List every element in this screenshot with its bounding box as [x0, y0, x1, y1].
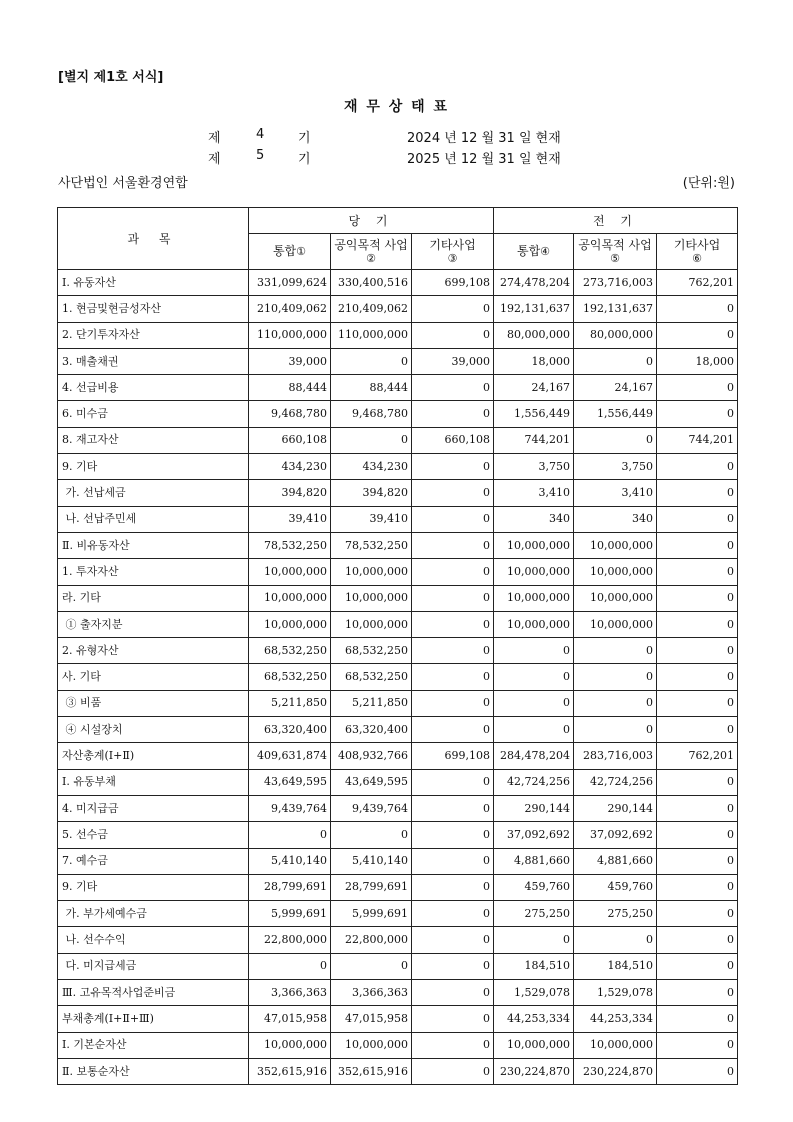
amount-cell: 0	[657, 296, 738, 322]
column-header	[657, 234, 738, 270]
amount-cell: 273,716,003	[574, 270, 657, 296]
account-label: 부채총계(Ⅰ+Ⅱ+Ⅲ)	[58, 1006, 249, 1032]
amount-cell: 699,108	[412, 270, 494, 296]
amount-cell: 1,529,078	[574, 980, 657, 1006]
table-row	[58, 927, 738, 953]
amount-cell: 0	[657, 506, 738, 532]
account-label: 4. 미지급금	[58, 795, 249, 821]
amount-cell: 0	[657, 690, 738, 716]
amount-cell: 10,000,000	[494, 611, 574, 637]
amount-cell: 0	[657, 901, 738, 927]
table-row	[58, 454, 738, 480]
amount-cell: 0	[412, 1032, 494, 1058]
amount-cell: 80,000,000	[494, 322, 574, 348]
amount-cell: 10,000,000	[574, 585, 657, 611]
amount-cell: 43,649,595	[249, 769, 331, 795]
amount-cell: 762,201	[657, 743, 738, 769]
amount-cell: 0	[412, 638, 494, 664]
amount-cell: 28,799,691	[249, 874, 331, 900]
amount-cell: 18,000	[494, 348, 574, 374]
amount-cell: 0	[412, 769, 494, 795]
amount-cell: 340	[494, 506, 574, 532]
amount-cell: 37,092,692	[494, 822, 574, 848]
amount-cell: 10,000,000	[331, 1032, 412, 1058]
amount-cell: 0	[657, 1006, 738, 1032]
table-row	[58, 1006, 738, 1032]
amount-cell: 0	[412, 953, 494, 979]
column-header-label: 통합	[516, 244, 541, 258]
amount-cell: 10,000,000	[574, 1032, 657, 1058]
column-number-badge: ②	[366, 251, 376, 265]
amount-cell: 0	[657, 874, 738, 900]
table-row	[58, 795, 738, 821]
table-header-row	[58, 208, 738, 234]
amount-cell: 0	[412, 611, 494, 637]
column-number-badge: ⑤	[610, 251, 620, 265]
amount-cell: 10,000,000	[494, 585, 574, 611]
amount-cell: 409,631,874	[249, 743, 331, 769]
amount-cell: 0	[331, 348, 412, 374]
column-header	[249, 234, 331, 270]
table-row	[58, 743, 738, 769]
amount-cell: 78,532,250	[331, 532, 412, 558]
table-row	[58, 270, 738, 296]
table-row	[58, 611, 738, 637]
amount-cell: 0	[657, 848, 738, 874]
amount-cell: 10,000,000	[249, 1032, 331, 1058]
amount-cell: 10,000,000	[249, 611, 331, 637]
amount-cell: 0	[657, 717, 738, 743]
account-label: Ⅰ. 유동부채	[58, 769, 249, 795]
amount-cell: 275,250	[574, 901, 657, 927]
column-number-badge: ④	[540, 245, 551, 258]
table-row	[58, 322, 738, 348]
amount-cell: 0	[657, 480, 738, 506]
amount-cell: 275,250	[494, 901, 574, 927]
amount-cell: 68,532,250	[249, 664, 331, 690]
account-label: 라. 기타	[58, 585, 249, 611]
account-label: Ⅱ. 비유동자산	[58, 532, 249, 558]
table-row	[58, 717, 738, 743]
table-row	[58, 690, 738, 716]
amount-cell: 331,099,624	[249, 270, 331, 296]
amount-cell: 37,092,692	[574, 822, 657, 848]
amount-cell: 0	[657, 585, 738, 611]
amount-cell: 110,000,000	[249, 322, 331, 348]
amount-cell: 10,000,000	[331, 611, 412, 637]
amount-cell: 434,230	[331, 454, 412, 480]
amount-cell: 0	[657, 1032, 738, 1058]
amount-cell: 5,211,850	[249, 690, 331, 716]
amount-cell: 0	[657, 927, 738, 953]
account-label: 가. 선납세금	[58, 480, 249, 506]
amount-cell: 63,320,400	[249, 717, 331, 743]
period-prefix: 제	[208, 152, 221, 167]
amount-cell: 660,108	[249, 427, 331, 453]
unit-label: (단위:원)	[682, 176, 735, 191]
amount-cell: 39,000	[412, 348, 494, 374]
amount-cell: 0	[657, 559, 738, 585]
account-label: 나. 선납주민세	[58, 506, 249, 532]
table-row	[58, 822, 738, 848]
amount-cell: 5,410,140	[249, 848, 331, 874]
table-row	[58, 348, 738, 374]
amount-cell: 5,211,850	[331, 690, 412, 716]
amount-cell: 408,932,766	[331, 743, 412, 769]
account-label: 4. 선급비용	[58, 375, 249, 401]
table-row	[58, 401, 738, 427]
amount-cell: 434,230	[249, 454, 331, 480]
amount-cell: 0	[657, 953, 738, 979]
amount-cell: 0	[657, 664, 738, 690]
amount-cell: 0	[657, 795, 738, 821]
amount-cell: 3,410	[574, 480, 657, 506]
amount-cell: 47,015,958	[331, 1006, 412, 1032]
amount-cell: 0	[657, 769, 738, 795]
period-prefix: 제	[208, 131, 221, 146]
amount-cell: 660,108	[412, 427, 494, 453]
amount-cell: 39,410	[331, 506, 412, 532]
amount-cell: 24,167	[574, 375, 657, 401]
subject-header: 과 목	[58, 208, 249, 270]
financial-statement-table	[57, 207, 738, 1085]
amount-cell: 340	[574, 506, 657, 532]
amount-cell: 10,000,000	[249, 585, 331, 611]
amount-cell: 459,760	[494, 874, 574, 900]
current-period-header: 당 기	[249, 208, 494, 234]
account-label: 1. 투자자산	[58, 559, 249, 585]
amount-cell: 0	[412, 375, 494, 401]
account-label: Ⅱ. 보통순자산	[58, 1058, 249, 1084]
account-label: 다. 미지급세금	[58, 953, 249, 979]
amount-cell: 0	[657, 611, 738, 637]
table-row	[58, 638, 738, 664]
table-row	[58, 664, 738, 690]
amount-cell: 744,201	[657, 427, 738, 453]
amount-cell: 68,532,250	[331, 638, 412, 664]
column-number-badge: ③	[447, 251, 458, 265]
table-row	[58, 953, 738, 979]
account-label: Ⅰ. 기본순자산	[58, 1032, 249, 1058]
amount-cell: 1,529,078	[494, 980, 574, 1006]
amount-cell: 4,881,660	[494, 848, 574, 874]
column-header-label: 공익목적 사업	[578, 237, 652, 252]
amount-cell: 184,510	[494, 953, 574, 979]
amount-cell: 0	[249, 822, 331, 848]
amount-cell: 68,532,250	[331, 664, 412, 690]
amount-cell: 0	[657, 1058, 738, 1084]
column-header-label: 공익목적 사업	[334, 237, 408, 252]
amount-cell: 459,760	[574, 874, 657, 900]
amount-cell: 0	[494, 664, 574, 690]
organization-name: 사단법인 서울환경연합	[58, 176, 188, 191]
amount-cell: 0	[657, 375, 738, 401]
amount-cell: 192,131,637	[574, 296, 657, 322]
amount-cell: 24,167	[494, 375, 574, 401]
amount-cell: 0	[412, 901, 494, 927]
amount-cell: 0	[574, 927, 657, 953]
amount-cell: 230,224,870	[494, 1058, 574, 1084]
amount-cell: 0	[574, 717, 657, 743]
account-label: 9. 기타	[58, 874, 249, 900]
table-row	[58, 296, 738, 322]
amount-cell: 18,000	[657, 348, 738, 374]
amount-cell: 0	[657, 532, 738, 558]
amount-cell: 0	[412, 506, 494, 532]
amount-cell: 210,409,062	[331, 296, 412, 322]
table-row	[58, 980, 738, 1006]
amount-cell: 22,800,000	[249, 927, 331, 953]
amount-cell: 230,224,870	[574, 1058, 657, 1084]
table-row	[58, 506, 738, 532]
amount-cell: 0	[331, 953, 412, 979]
amount-cell: 0	[412, 717, 494, 743]
amount-cell: 0	[412, 296, 494, 322]
amount-cell: 110,000,000	[331, 322, 412, 348]
account-label: 1. 현금및현금성자산	[58, 296, 249, 322]
account-label: ④ 시설장치	[58, 717, 249, 743]
amount-cell: 192,131,637	[494, 296, 574, 322]
amount-cell: 0	[657, 638, 738, 664]
account-label: Ⅰ. 유동자산	[58, 270, 249, 296]
amount-cell: 0	[574, 348, 657, 374]
amount-cell: 0	[657, 980, 738, 1006]
amount-cell: 0	[412, 322, 494, 348]
amount-cell: 10,000,000	[574, 611, 657, 637]
amount-cell: 9,468,780	[249, 401, 331, 427]
amount-cell: 3,410	[494, 480, 574, 506]
amount-cell: 88,444	[331, 375, 412, 401]
amount-cell: 88,444	[249, 375, 331, 401]
amount-cell: 274,478,204	[494, 270, 574, 296]
account-label: 6. 미수금	[58, 401, 249, 427]
amount-cell: 22,800,000	[331, 927, 412, 953]
account-label: 8. 재고자산	[58, 427, 249, 453]
amount-cell: 1,556,449	[494, 401, 574, 427]
amount-cell: 42,724,256	[494, 769, 574, 795]
period-number: 4	[256, 127, 265, 142]
amount-cell: 352,615,916	[331, 1058, 412, 1084]
period-date: 2025 년 12 월 31 일 현재	[407, 152, 561, 167]
amount-cell: 42,724,256	[574, 769, 657, 795]
account-label: 2. 단기투자자산	[58, 322, 249, 348]
amount-cell: 68,532,250	[249, 638, 331, 664]
amount-cell: 3,366,363	[249, 980, 331, 1006]
column-header	[331, 234, 412, 270]
amount-cell: 0	[412, 795, 494, 821]
amount-cell: 0	[412, 585, 494, 611]
amount-cell: 0	[412, 822, 494, 848]
table-row	[58, 874, 738, 900]
account-label: ③ 비품	[58, 690, 249, 716]
table-row	[58, 559, 738, 585]
amount-cell: 10,000,000	[331, 559, 412, 585]
table-row	[58, 375, 738, 401]
table-row	[58, 769, 738, 795]
amount-cell: 10,000,000	[494, 1032, 574, 1058]
column-header	[412, 234, 494, 270]
amount-cell: 0	[249, 953, 331, 979]
amount-cell: 3,750	[574, 454, 657, 480]
amount-cell: 394,820	[331, 480, 412, 506]
account-label: ① 출자지분	[58, 611, 249, 637]
account-label: 사. 기타	[58, 664, 249, 690]
period-number: 5	[256, 148, 265, 163]
amount-cell: 9,439,764	[331, 795, 412, 821]
amount-cell: 0	[657, 454, 738, 480]
column-header	[494, 234, 574, 270]
amount-cell: 0	[412, 559, 494, 585]
account-label: Ⅲ. 고유목적사업준비금	[58, 980, 249, 1006]
amount-cell: 5,999,691	[331, 901, 412, 927]
amount-cell: 0	[412, 874, 494, 900]
account-label: 가. 부가세예수금	[58, 901, 249, 927]
account-label: 5. 선수금	[58, 822, 249, 848]
amount-cell: 0	[412, 848, 494, 874]
amount-cell: 80,000,000	[574, 322, 657, 348]
amount-cell: 210,409,062	[249, 296, 331, 322]
document-title: 재 무 상 태 표	[343, 99, 450, 115]
column-number-badge: ①	[296, 245, 307, 258]
period-suffix: 기	[298, 152, 311, 167]
column-header-label: 기타사업	[673, 237, 721, 252]
amount-cell: 39,000	[249, 348, 331, 374]
amount-cell: 394,820	[249, 480, 331, 506]
amount-cell: 0	[412, 1006, 494, 1032]
amount-cell: 47,015,958	[249, 1006, 331, 1032]
amount-cell: 4,881,660	[574, 848, 657, 874]
amount-cell: 352,615,916	[249, 1058, 331, 1084]
account-label: 3. 매출채권	[58, 348, 249, 374]
amount-cell: 10,000,000	[249, 559, 331, 585]
amount-cell: 39,410	[249, 506, 331, 532]
table-row	[58, 427, 738, 453]
amount-cell: 0	[494, 927, 574, 953]
amount-cell: 0	[412, 401, 494, 427]
amount-cell: 0	[412, 454, 494, 480]
amount-cell: 0	[412, 927, 494, 953]
column-number-badge: ⑥	[692, 251, 702, 265]
amount-cell: 0	[412, 664, 494, 690]
amount-cell: 44,253,334	[494, 1006, 574, 1032]
amount-cell: 43,649,595	[331, 769, 412, 795]
amount-cell: 0	[412, 690, 494, 716]
amount-cell: 0	[412, 980, 494, 1006]
amount-cell: 10,000,000	[574, 532, 657, 558]
amount-cell: 0	[412, 1058, 494, 1084]
amount-cell: 9,439,764	[249, 795, 331, 821]
column-header-label: 통합	[272, 244, 297, 258]
amount-cell: 0	[412, 532, 494, 558]
amount-cell: 0	[574, 427, 657, 453]
table-row	[58, 848, 738, 874]
amount-cell: 290,144	[574, 795, 657, 821]
period-date: 2024 년 12 월 31 일 현재	[407, 131, 561, 146]
amount-cell: 0	[574, 638, 657, 664]
amount-cell: 10,000,000	[494, 559, 574, 585]
amount-cell: 0	[412, 480, 494, 506]
account-label: 9. 기타	[58, 454, 249, 480]
amount-cell: 0	[574, 690, 657, 716]
amount-cell: 10,000,000	[494, 532, 574, 558]
amount-cell: 699,108	[412, 743, 494, 769]
amount-cell: 1,556,449	[574, 401, 657, 427]
amount-cell: 28,799,691	[331, 874, 412, 900]
amount-cell: 0	[657, 322, 738, 348]
amount-cell: 0	[331, 427, 412, 453]
account-label: 7. 예수금	[58, 848, 249, 874]
column-header	[574, 234, 657, 270]
account-label: 자산총계(Ⅰ+Ⅱ)	[58, 743, 249, 769]
amount-cell: 5,999,691	[249, 901, 331, 927]
period-suffix: 기	[298, 131, 311, 146]
amount-cell: 290,144	[494, 795, 574, 821]
amount-cell: 78,532,250	[249, 532, 331, 558]
amount-cell: 0	[331, 822, 412, 848]
table-row	[58, 1032, 738, 1058]
amount-cell: 10,000,000	[574, 559, 657, 585]
table-row	[58, 585, 738, 611]
form-label: [별지 제1호 서식]	[58, 70, 164, 85]
account-label: 2. 유형자산	[58, 638, 249, 664]
amount-cell: 0	[657, 401, 738, 427]
amount-cell: 10,000,000	[331, 585, 412, 611]
amount-cell: 0	[494, 638, 574, 664]
table-row	[58, 901, 738, 927]
column-header-label: 기타사업	[429, 237, 476, 252]
account-label: 나. 선수수익	[58, 927, 249, 953]
amount-cell: 0	[494, 690, 574, 716]
amount-cell: 44,253,334	[574, 1006, 657, 1032]
amount-cell: 283,716,003	[574, 743, 657, 769]
amount-cell: 744,201	[494, 427, 574, 453]
amount-cell: 0	[494, 717, 574, 743]
amount-cell: 762,201	[657, 270, 738, 296]
amount-cell: 0	[574, 664, 657, 690]
table-row	[58, 480, 738, 506]
amount-cell: 63,320,400	[331, 717, 412, 743]
table-body	[58, 270, 738, 1085]
amount-cell: 0	[657, 822, 738, 848]
table-row	[58, 1058, 738, 1084]
amount-cell: 330,400,516	[331, 270, 412, 296]
amount-cell: 184,510	[574, 953, 657, 979]
amount-cell: 3,750	[494, 454, 574, 480]
table-row	[58, 532, 738, 558]
amount-cell: 3,366,363	[331, 980, 412, 1006]
previous-period-header: 전 기	[494, 208, 738, 234]
amount-cell: 5,410,140	[331, 848, 412, 874]
amount-cell: 9,468,780	[331, 401, 412, 427]
amount-cell: 284,478,204	[494, 743, 574, 769]
